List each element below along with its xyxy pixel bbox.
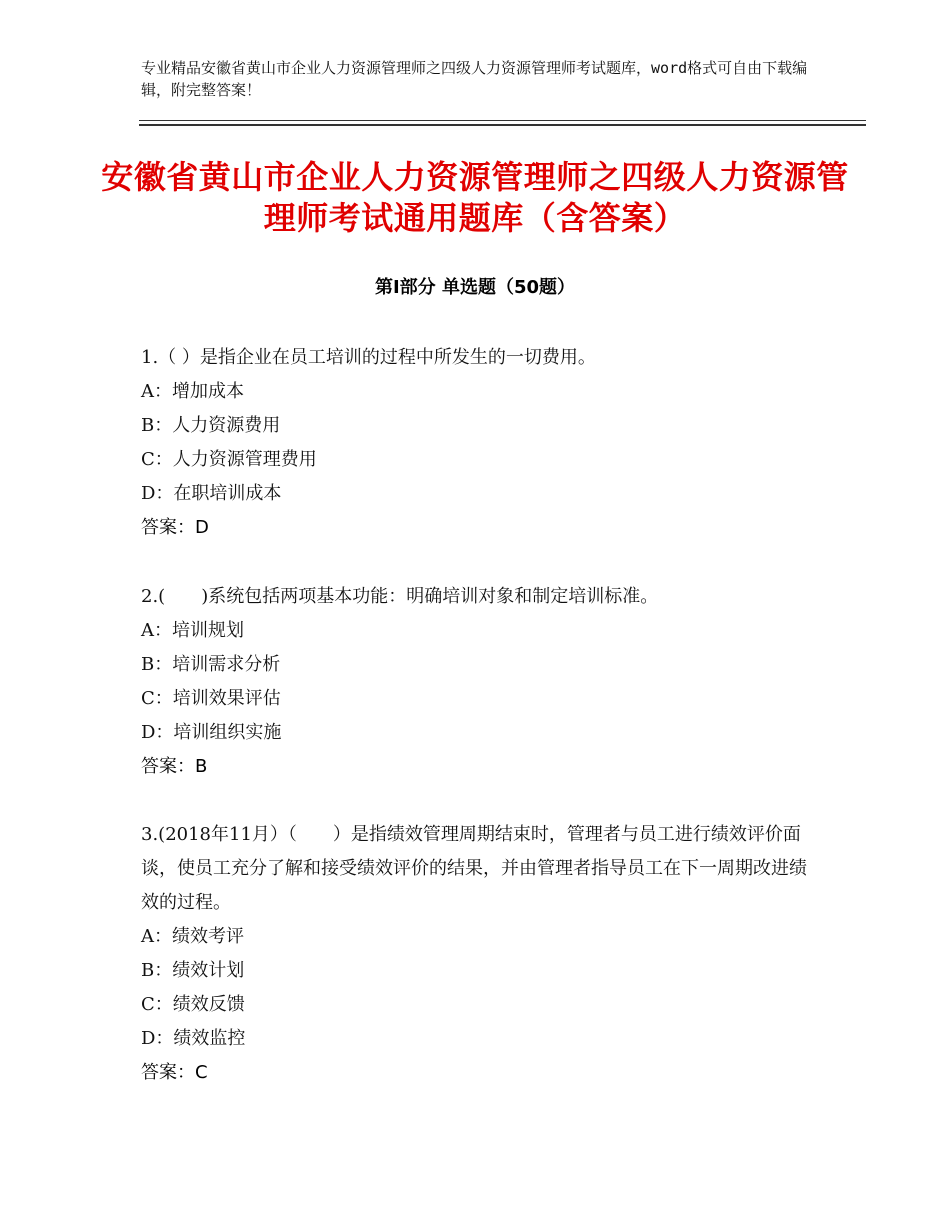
option-d: D：在职培训成本: [141, 483, 282, 504]
option-b: B：绩效计划: [141, 960, 245, 981]
answer-line: 答案：D: [141, 517, 209, 538]
question-stem: 2.( )系统包括两项基本功能：明确培训对象和制定培训标准。: [141, 586, 659, 607]
header-note: 专业精品安徽省黄山市企业人力资源管理师之四级人力资源管理师考试题库，word格式可自由下载编辑，附完整答案！: [141, 59, 808, 99]
option-c: C：绩效反馈: [141, 994, 245, 1015]
option-d: D：培训组织实施: [141, 722, 282, 743]
question-stem: 3.(2018年11月）（ ）是指绩效管理周期结束时，管理者与员工进行绩效评价面谈，使员工充分了解和接受绩效评价的结果，并由管理者指导员工在下一周期改进绩效的过程。: [141, 824, 807, 913]
option-d: D：绩效监控: [141, 1028, 246, 1049]
option-a: A：培训规划: [141, 620, 244, 641]
option-a: A：绩效考评: [141, 926, 244, 947]
question-stem: 1.（ ）是指企业在员工培训的过程中所发生的一切费用。: [141, 347, 596, 368]
header-divider-thin: [139, 120, 866, 121]
question-block: [141, 580, 811, 784]
option-c: C：培训效果评估: [141, 688, 281, 709]
question-block: [141, 341, 811, 545]
answer-line: 答案：B: [141, 756, 208, 777]
section-heading: 第Ⅰ部分 单选题（50题）: [374, 277, 575, 298]
option-a: A：增加成本: [141, 381, 244, 402]
option-c: C：人力资源管理费用: [141, 449, 317, 470]
document-title: 安徽省黄山市企业人力资源管理师之四级人力资源管理师考试通用题库（含答案）: [101, 158, 849, 237]
answer-line: 答案：C: [141, 1062, 208, 1083]
header-divider-thick: [139, 124, 866, 126]
option-b: B：培训需求分析: [141, 654, 281, 675]
question-block: [141, 818, 811, 1090]
option-b: B：人力资源费用: [141, 415, 281, 436]
